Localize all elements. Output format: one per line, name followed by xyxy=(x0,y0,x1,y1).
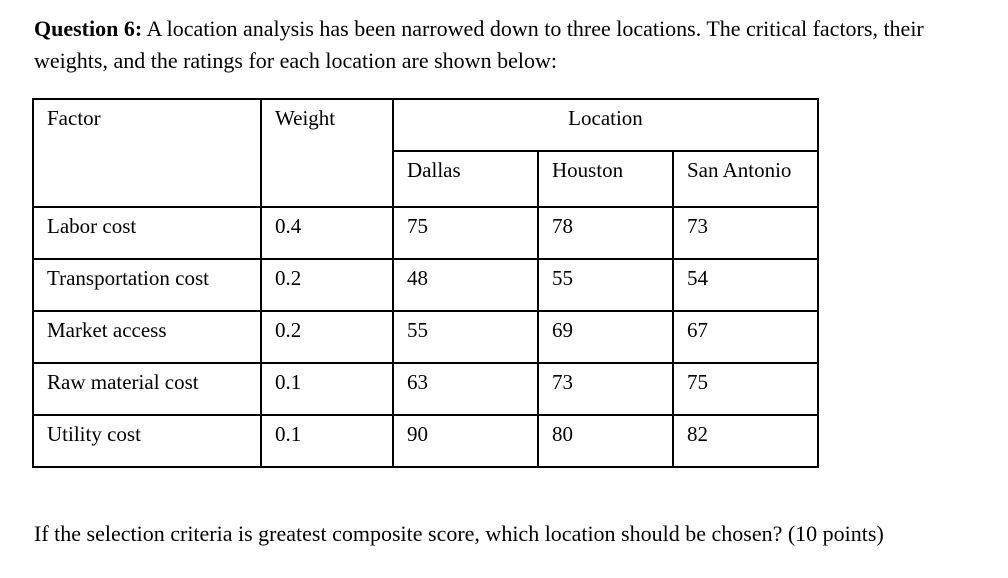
table-row xyxy=(33,415,818,467)
city-header-san-antonio: San Antonio xyxy=(673,151,818,207)
question-prompt: If the selection criteria is greatest composite score, which location should be chosen? (10 points) xyxy=(34,521,884,546)
rating-cell-san-antonio: 54 xyxy=(673,259,818,311)
city-header-houston: Houston xyxy=(538,151,673,207)
question-intro xyxy=(34,13,974,77)
weight-header: Weight xyxy=(261,99,393,207)
question-intro-text: A location analysis has been narrowed down to three locations. The critical factors, their weights, and the ratings for each location are shown below: xyxy=(34,16,924,73)
location-header: Location xyxy=(393,99,818,151)
factor-cell: Utility cost xyxy=(33,415,261,467)
factor-cell: Transportation cost xyxy=(33,259,261,311)
rating-cell-houston: 80 xyxy=(538,415,673,467)
rating-cell-houston: 69 xyxy=(538,311,673,363)
weight-cell: 0.4 xyxy=(261,207,393,259)
table-row xyxy=(33,259,818,311)
rating-cell-houston: 55 xyxy=(538,259,673,311)
rating-cell-dallas: 63 xyxy=(393,363,538,415)
city-header-dallas: Dallas xyxy=(393,151,538,207)
factor-cell: Market access xyxy=(33,311,261,363)
weight-cell: 0.2 xyxy=(261,259,393,311)
weight-cell: 0.2 xyxy=(261,311,393,363)
weight-cell: 0.1 xyxy=(261,415,393,467)
rating-cell-san-antonio: 67 xyxy=(673,311,818,363)
rating-cell-san-antonio: 82 xyxy=(673,415,818,467)
factor-cell: Raw material cost xyxy=(33,363,261,415)
factor-header: Factor xyxy=(33,99,261,207)
rating-cell-houston: 78 xyxy=(538,207,673,259)
rating-cell-dallas: 48 xyxy=(393,259,538,311)
rating-cell-san-antonio: 73 xyxy=(673,207,818,259)
question-label: Question 6: xyxy=(34,16,143,41)
factor-cell: Labor cost xyxy=(33,207,261,259)
rating-cell-dallas: 55 xyxy=(393,311,538,363)
weight-cell: 0.1 xyxy=(261,363,393,415)
table-row xyxy=(33,311,818,363)
rating-cell-dallas: 90 xyxy=(393,415,538,467)
location-ratings-table xyxy=(32,98,819,468)
rating-cell-houston: 73 xyxy=(538,363,673,415)
table-header-row xyxy=(33,99,818,151)
rating-cell-dallas: 75 xyxy=(393,207,538,259)
rating-cell-san-antonio: 75 xyxy=(673,363,818,415)
table-row xyxy=(33,207,818,259)
table-row xyxy=(33,363,818,415)
